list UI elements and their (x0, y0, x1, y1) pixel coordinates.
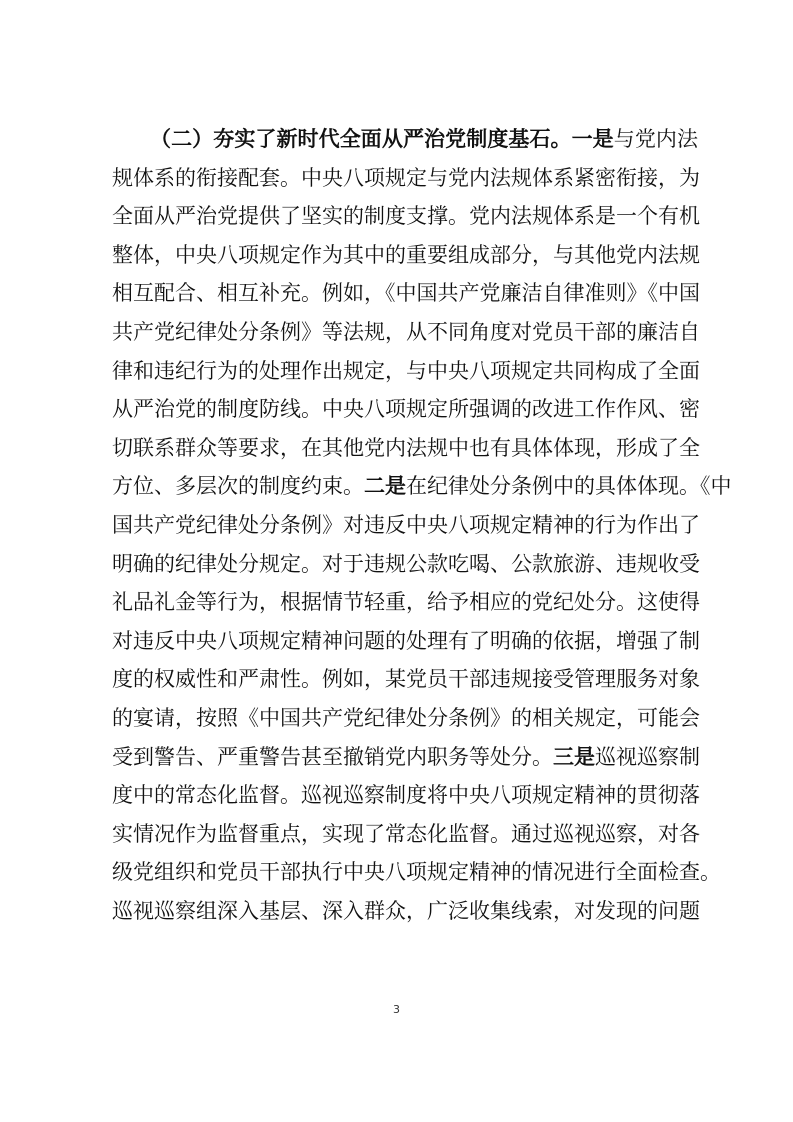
line-text: 律和违纪行为的处理作出规定，与中央八项规定共同构成了全面 (112, 358, 700, 383)
text-line (112, 390, 698, 429)
text-line (112, 159, 698, 198)
line-text: 共产党纪律处分条例》等法规，从不同角度对党员干部的廉洁自 (112, 319, 700, 344)
line-text: 在纪律处分条例中的具体体现。《中 (406, 474, 732, 499)
text-line (112, 197, 698, 236)
line-text: 礼品礼金等行为，根据情节轻重，给予相应的党纪处分。这使得 (112, 590, 700, 615)
line-text: 国共产党纪律处分条例》对违反中央八项规定精神的行为作出了 (112, 512, 700, 537)
line-text: 方位、多层次的制度约束。 (112, 474, 364, 499)
line-text: 巡视巡察制 (595, 744, 700, 769)
line-text: 切联系群众等要求，在其他党内法规中也有具体体现，形成了全 (112, 435, 700, 460)
line-text: 巡视巡察组深入基层、深入群众，广泛收集线索，对发现的问题 (112, 898, 700, 923)
line-text: 受到警告、严重警告甚至撤销党内职务等处分。 (112, 744, 553, 769)
line-text: 的宴请，按照《中国共产党纪律处分条例》的相关规定，可能会 (112, 705, 700, 730)
text-line (112, 274, 698, 313)
bold-marker: 二是 (364, 473, 406, 499)
text-line (112, 583, 698, 622)
text-line (112, 738, 698, 777)
line-text: 级党组织和党员干部执行中央八项规定精神的情况进行全面检查。 (112, 860, 721, 885)
text-line (112, 776, 698, 815)
line-text: 度中的常态化监督。巡视巡察制度将中央八项规定精神的贯彻落 (112, 783, 700, 808)
text-line (112, 506, 698, 545)
line-text: 从严治党的制度防线。中央八项规定所强调的改进工作作风、密 (112, 397, 700, 422)
line-text: 度的权威性和严肃性。例如，某党员干部违规接受管理服务对象 (112, 667, 700, 692)
text-line (112, 236, 698, 275)
text-line (112, 429, 698, 468)
text-line (112, 352, 698, 391)
text-line (112, 467, 732, 506)
text-line (112, 313, 698, 352)
bold-marker: 三是 (553, 743, 595, 769)
text-line (112, 892, 698, 931)
text-line (112, 120, 698, 159)
line-text: 与党内法 (613, 127, 699, 151)
line-text: 规体系的衔接配套。中央八项规定与党内法规体系紧密衔接，为 (112, 165, 700, 190)
bold-heading: （二）夯实了新时代全面从严治党制度基石。一是 (150, 126, 614, 151)
text-line (112, 660, 698, 699)
line-text: 对违反中央八项规定精神问题的处理有了明确的依据，增强了制 (112, 628, 700, 653)
line-text: 整体，中央八项规定作为其中的重要组成部分，与其他党内法规 (112, 242, 700, 267)
line-text: 实情况作为监督重点，实现了常态化监督。通过巡视巡察，对各 (112, 821, 700, 846)
text-line (112, 622, 698, 661)
line-text: 相互配合、相互补充。例如，《中国共产党廉洁自律准则》《中国 (112, 281, 700, 306)
text-line (112, 699, 698, 738)
body-paragraph (112, 120, 732, 930)
text-line (112, 815, 698, 854)
line-text: 全面从严治党提供了坚实的制度支撑。党内法规体系是一个有机 (112, 204, 700, 229)
text-line (112, 545, 698, 584)
line-text: 明确的纪律处分规定。对于违规公款吃喝、公款旅游、违规收受 (112, 551, 700, 576)
page-number: 3 (393, 1003, 400, 1016)
text-line (112, 853, 721, 892)
